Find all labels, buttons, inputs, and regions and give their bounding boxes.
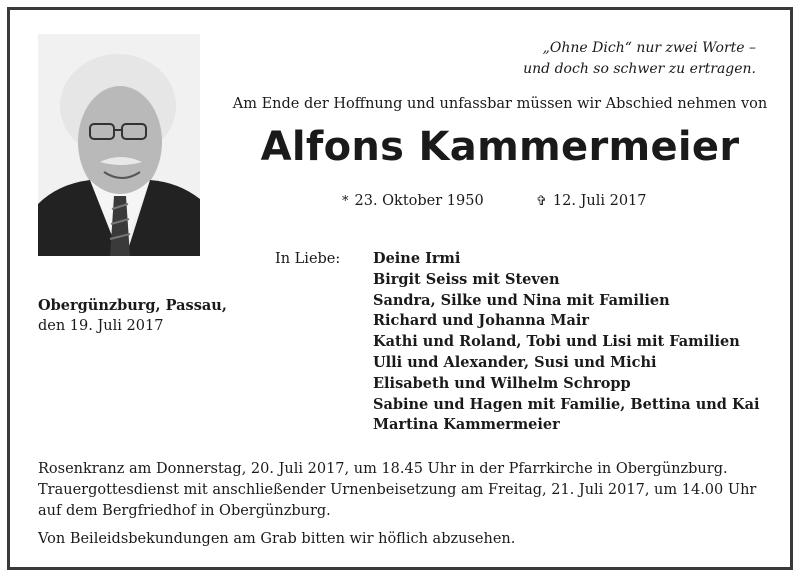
- birth-star-icon: *: [342, 194, 349, 209]
- death-date: [536, 193, 647, 209]
- portrait-photo: [38, 34, 200, 256]
- list-item: Sabine und Hagen mit Familie, Bettina und Kai: [373, 395, 760, 413]
- place-location: Obergünzburg, Passau,: [38, 297, 227, 314]
- intro-text: Am Ende der Hoffnung und unfassbar müssen wir Abschied nehmen von: [232, 96, 768, 112]
- mourners-label: In Liebe:: [275, 251, 341, 267]
- death-date-text: 12. Juli 2017: [552, 193, 647, 209]
- deceased-name: Alfons Kammermeier: [260, 124, 740, 170]
- list-item: Martina Kammermeier: [373, 416, 560, 434]
- notice-funeral-service: Trauergottesdienst mit anschließender Urnenbeisetzung am Freitag, 21. Juli 2017, um 14.00 Uhr: [38, 482, 757, 498]
- list-item: Sandra, Silke und Nina mit Familien: [373, 291, 670, 309]
- list-item: Kathi und Roland, Tobi und Lisi mit Familien: [373, 333, 740, 351]
- notice-condolences: Von Beileidsbekundungen am Grab bitten wir höflich abzusehen.: [38, 531, 516, 547]
- place-date: den 19. Juli 2017: [38, 318, 164, 334]
- birth-date-text: 23. Oktober 1950: [354, 193, 484, 209]
- list-item: Elisabeth und Wilhelm Schropp: [373, 374, 631, 392]
- quote-line-1: „Ohne Dich“ nur zwei Worte –: [542, 40, 756, 56]
- list-item: Birgit Seiss mit Steven: [373, 270, 560, 288]
- service-notices: [38, 459, 778, 550]
- notice-cemetery: auf dem Bergfriedhof in Obergünzburg.: [38, 503, 331, 519]
- list-item: Deine Irmi: [373, 250, 461, 267]
- place-and-date: [38, 296, 227, 336]
- list-item: Richard und Johanna Mair: [373, 312, 590, 330]
- quote: [476, 38, 756, 80]
- cross-icon: ✞: [536, 194, 547, 209]
- quote-line-2: und doch so schwer zu ertragen.: [523, 61, 756, 77]
- birth-date: [342, 193, 484, 209]
- notice-rosary: Rosenkranz am Donnerstag, 20. Juli 2017, um 18.45 Uhr in der Pfarrkirche in Obergünzburg.: [38, 461, 728, 477]
- mourners-list: [373, 249, 759, 436]
- list-item: Ulli und Alexander, Susi und Michi: [373, 353, 657, 371]
